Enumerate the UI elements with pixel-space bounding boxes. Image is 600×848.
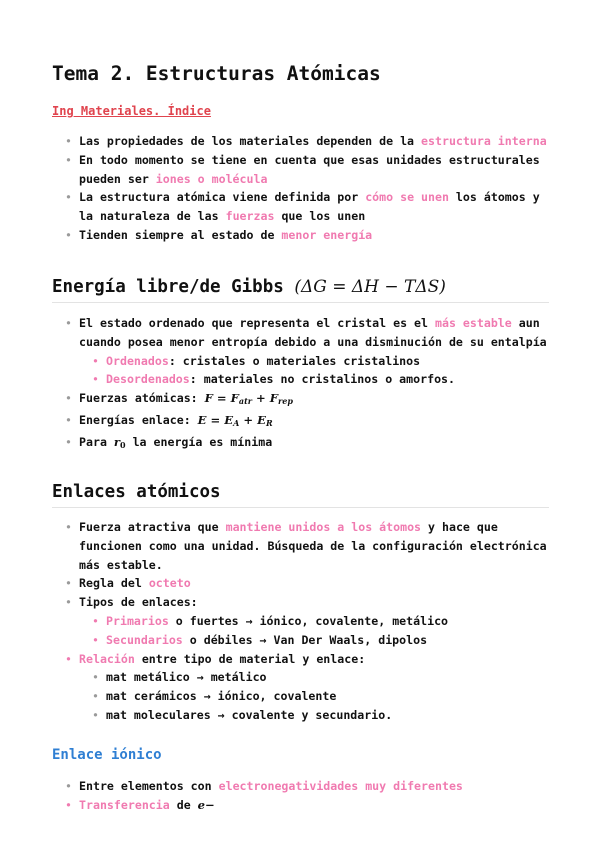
section-heading-enlaces: Enlaces atómicos xyxy=(52,482,221,502)
list-item: • En todo momento se tiene en cuenta que esas unidades estructurales pueden ser iones o molécula xyxy=(52,151,552,189)
breadcrumb-link[interactable]: Ing Materiales. Índice xyxy=(52,104,211,118)
highlight: electronegatividades muy diferentes xyxy=(218,779,463,793)
list-item: • Fuerza atractiva que mantiene unidos a los átomos y hace que funcionen como una unidad. Búsqueda de la configuración electrónica más estable. xyxy=(52,518,552,574)
section-heading-gibbs: Energía libre/de Gibbs (ΔG = ΔH − TΔS) xyxy=(52,277,446,297)
highlight: fuerzas xyxy=(225,209,275,224)
list-item: • Para $r_0$ la energía es mínima xyxy=(52,433,552,455)
list-item: • mat cerámicos → iónico, covalente xyxy=(52,687,552,706)
list-item: • Regla del octeto xyxy=(52,574,552,593)
ionico-list xyxy=(52,777,552,815)
energy-formula: $E = E_A + E_R$ xyxy=(197,412,273,428)
highlight: estructura interna xyxy=(421,134,547,148)
list-item: • Tienden siempre al estado de menor energía xyxy=(52,226,552,245)
gibbs-list xyxy=(52,314,552,455)
enlaces-list xyxy=(52,518,552,725)
list-item: • mat metálico → metálico xyxy=(52,668,552,687)
highlight: Transferencia xyxy=(79,797,170,812)
highlight: cómo se unen xyxy=(365,190,449,205)
list-item: • Transferencia de e− xyxy=(52,796,552,815)
list-item: • La estructura atómica viene definida por cómo se unen los átomos y la naturaleza de las fuerzas que los unen xyxy=(52,188,552,226)
list-item: • Tipos de enlaces: xyxy=(52,593,552,612)
highlight: menor energía xyxy=(281,227,373,242)
list-item: • Ordenados: cristales o materiales cristalinos xyxy=(52,352,552,371)
highlight: más estable xyxy=(434,316,512,330)
heading-divider xyxy=(52,302,549,303)
highlight: iones o molécula xyxy=(155,171,268,186)
highlight: Secundarios xyxy=(106,632,183,647)
force-formula: $F = F_{atr} + F_{rep}$ xyxy=(204,391,293,407)
r0-symbol: $r_0$ xyxy=(113,434,126,450)
list-item: • Relación entre tipo de material y enlace: xyxy=(52,650,552,669)
highlight: Relación xyxy=(79,651,135,666)
list-item: • El estado ordenado que representa el cristal es el más estable aun cuando posea menor entropía debido a una disminución de su entalpía xyxy=(52,314,552,352)
heading-divider xyxy=(52,507,549,508)
list-item: • Secundarios o débiles → Van Der Waals, dipolos xyxy=(52,631,552,650)
highlight: octeto xyxy=(148,576,191,591)
list-item: • Energías enlace: $E = E_A + E_R$ xyxy=(52,411,552,433)
highlight: mantiene unidos a los átomos xyxy=(225,520,422,534)
list-item: • Desordenados: materiales no cristalinos o amorfos. xyxy=(52,370,552,389)
page-title: Tema 2. Estructuras Atómicas xyxy=(52,62,381,85)
electron-symbol: e− xyxy=(197,797,215,812)
list-item: • Primarios o fuertes → iónico, covalente, metálico xyxy=(52,612,552,631)
list-item: • mat moleculares → covalente y secundario. xyxy=(52,706,552,725)
intro-list xyxy=(52,132,552,245)
list-item: • Fuerzas atómicas: $F = F_{atr} + F_{rep}$ xyxy=(52,389,552,411)
subsection-heading-ionico: Enlace iónico xyxy=(52,747,162,763)
highlight: Primarios xyxy=(106,613,169,628)
list-item: • Entre elementos con electronegatividades muy diferentes xyxy=(52,777,552,796)
highlight: Ordenados xyxy=(106,353,169,368)
highlight: Desordenados xyxy=(106,372,190,387)
gibbs-formula: (ΔG = ΔH − TΔS) xyxy=(294,277,446,297)
list-item: • Las propiedades de los materiales dependen de la estructura interna xyxy=(52,132,552,151)
